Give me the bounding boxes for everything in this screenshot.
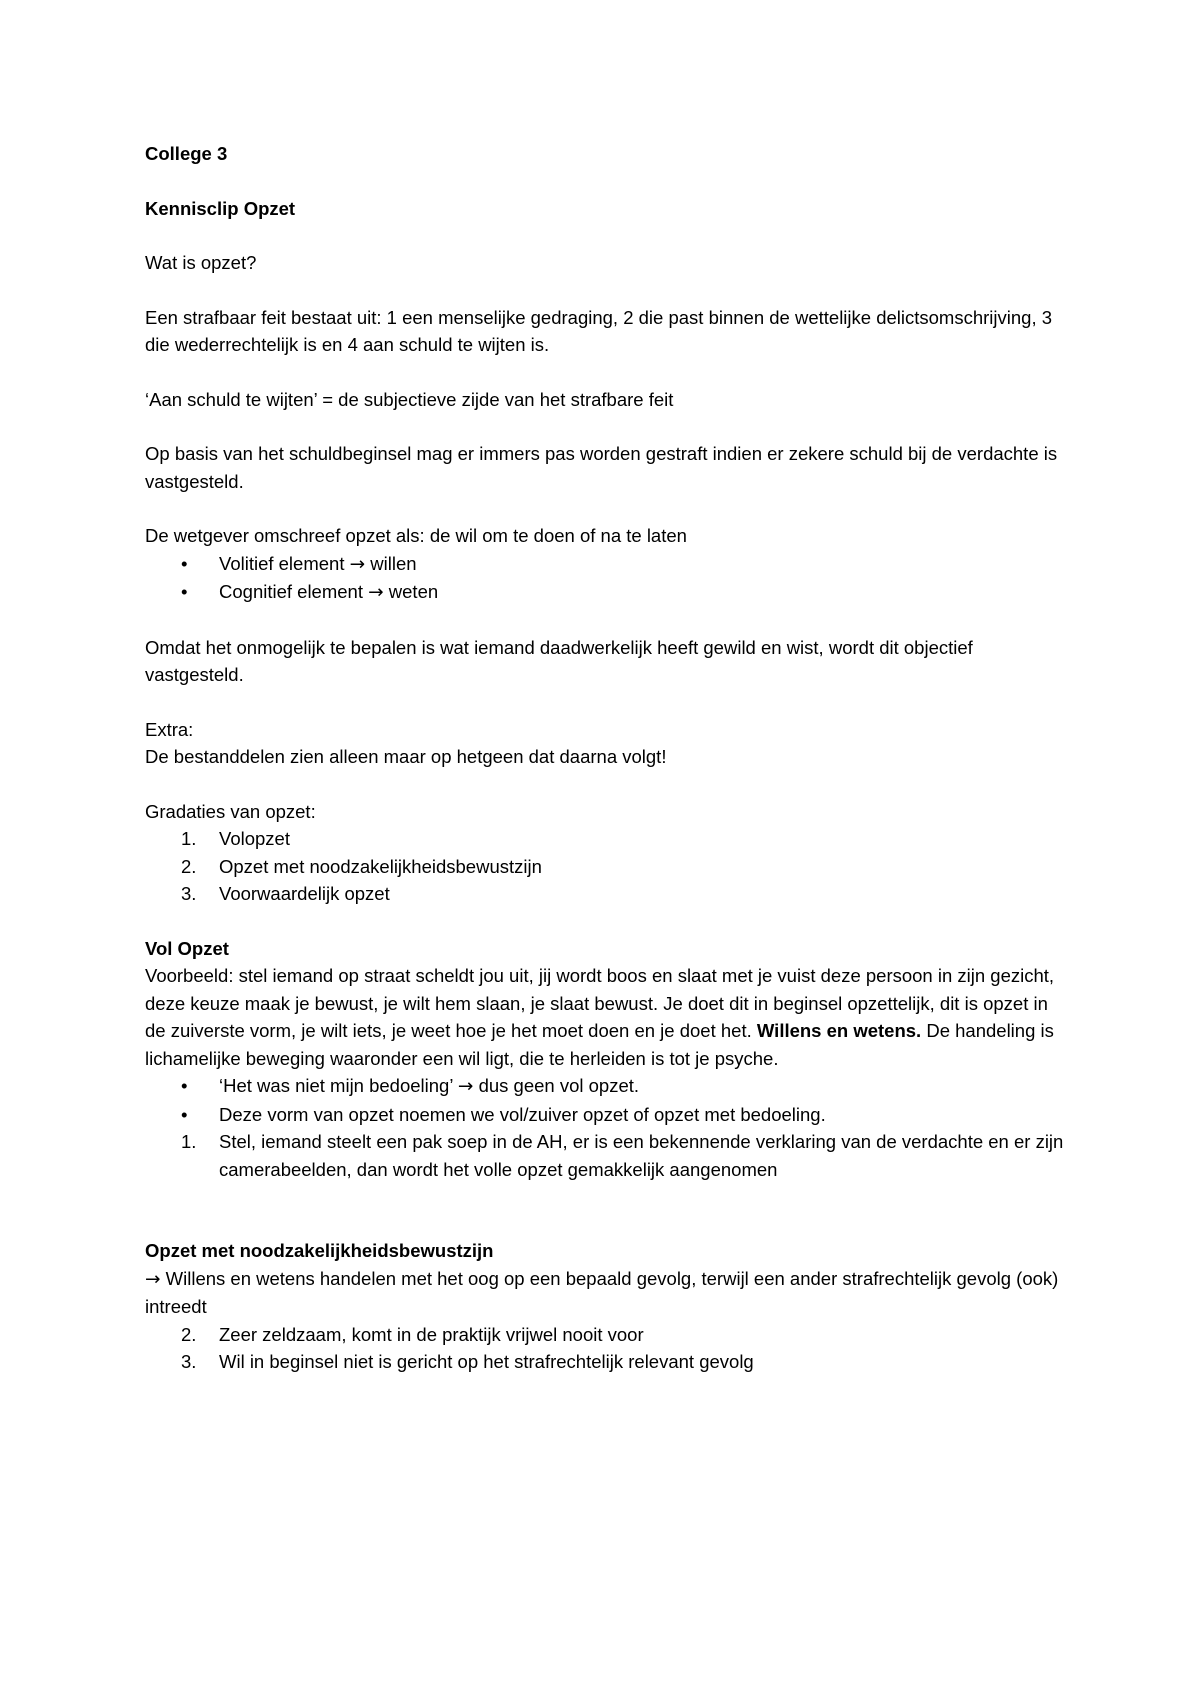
list-item: • Deze vorm van opzet noemen we vol/zuiver opzet of opzet met bedoeling. — [145, 1101, 1065, 1129]
list-item: 3. Wil in beginsel niet is gericht op het strafrechtelijk relevant gevolg — [181, 1351, 754, 1372]
arrow-right-icon: → — [145, 1268, 161, 1290]
section-heading: Kennisclip Opzet — [145, 197, 296, 219]
arrow-right-icon: → — [368, 582, 384, 603]
list-item: • Volitief element → willen — [145, 550, 1065, 579]
gradaties-list — [145, 825, 1065, 908]
arrow-right-icon: → — [457, 1076, 474, 1097]
list-item: 1. Stel, iemand steelt een pak soep in de AH, er is een bekennende verklaring van de verdachte en er zijn camerabeelden, dan wordt het volle opzet gemakkelijk aangenomen — [181, 1131, 1064, 1180]
list-item: • Cognitief element → weten — [145, 578, 1065, 607]
list-item: 2. Opzet met noodzakelijkheidsbewustzijn — [181, 855, 542, 877]
noodzakelijkheid-heading: Opzet met noodzakelijkheidsbewustzijn — [145, 1240, 494, 1261]
paragraph-schuldbeginsel: Op basis van het schuldbeginsel mag er immers pas worden gestraft indien er zekere schuld bij de verdachte is vastgesteld. — [145, 443, 1058, 492]
vol-opzet-paragraph: Voorbeeld: stel iemand op straat scheldt jou uit, jij wordt boos en slaat met je vuist deze persoon in zijn gezicht, deze keuze maak je bewust, je wilt hem slaan, je slaat bewust. Je doet dit in beginsel opzettelijk, dit is opzet in de zuiverste vorm, je wilt iets, je weet hoe je het moet doen en je doet het. Willens en wetens. De handeling is lichamelijke beweging waaronder een wil ligt, die te herleiden is tot je psyche. — [145, 965, 1055, 1069]
arrow-right-icon: → — [349, 553, 366, 575]
vol-opzet-numbered — [145, 1128, 1065, 1183]
vol-opzet-heading: Vol Opzet — [145, 937, 229, 959]
noodzakelijkheid-list — [145, 1321, 1065, 1376]
paragraph-strafbaar-feit: Een strafbaar feit bestaat uit: 1 een menselijke gedraging, 2 die past binnen de wettelijke delictsomschrijving, 3 die wederrechtelijk is en 4 aan schuld te wijten is. — [145, 306, 1053, 355]
paragraph-wetgever: De wetgever omschreef opzet als: de wil om te doen of na te laten — [145, 525, 687, 546]
document-page — [145, 140, 1065, 1376]
vol-opzet-bullets — [145, 1072, 1065, 1128]
extra-text: De bestanddelen zien alleen maar op hetgeen dat daarna volgt! — [145, 746, 667, 767]
list-item: • ‘Het was niet mijn bedoeling’ → dus geen vol opzet. — [145, 1072, 1065, 1101]
paragraph-schuld: ‘Aan schuld te wijten’ = de subjectieve zijde van het strafbare feit — [145, 388, 674, 410]
question: Wat is opzet? — [145, 252, 257, 273]
paragraph-objectief: Omdat het onmogelijk te bepalen is wat iemand daadwerkelijk heeft gewild en wist, wordt dit objectief vastgesteld. — [145, 636, 973, 685]
element-list — [145, 550, 1065, 607]
document-title: College 3 — [145, 143, 228, 164]
extra-label: Extra: — [145, 718, 194, 740]
gradaties-title: Gradaties van opzet: — [145, 800, 316, 822]
list-item: 2. Zeer zeldzaam, komt in de praktijk vrijwel nooit voor — [181, 1323, 644, 1345]
list-item: 3. Voorwaardelijk opzet — [181, 883, 390, 904]
list-item: 1. Volopzet — [181, 828, 290, 849]
noodzakelijkheid-paragraph: → Willens en wetens handelen met het oog op een bepaald gevolg, terwijl een ander strafrechtelijk gevolg (ook) intreedt — [145, 1267, 1059, 1317]
